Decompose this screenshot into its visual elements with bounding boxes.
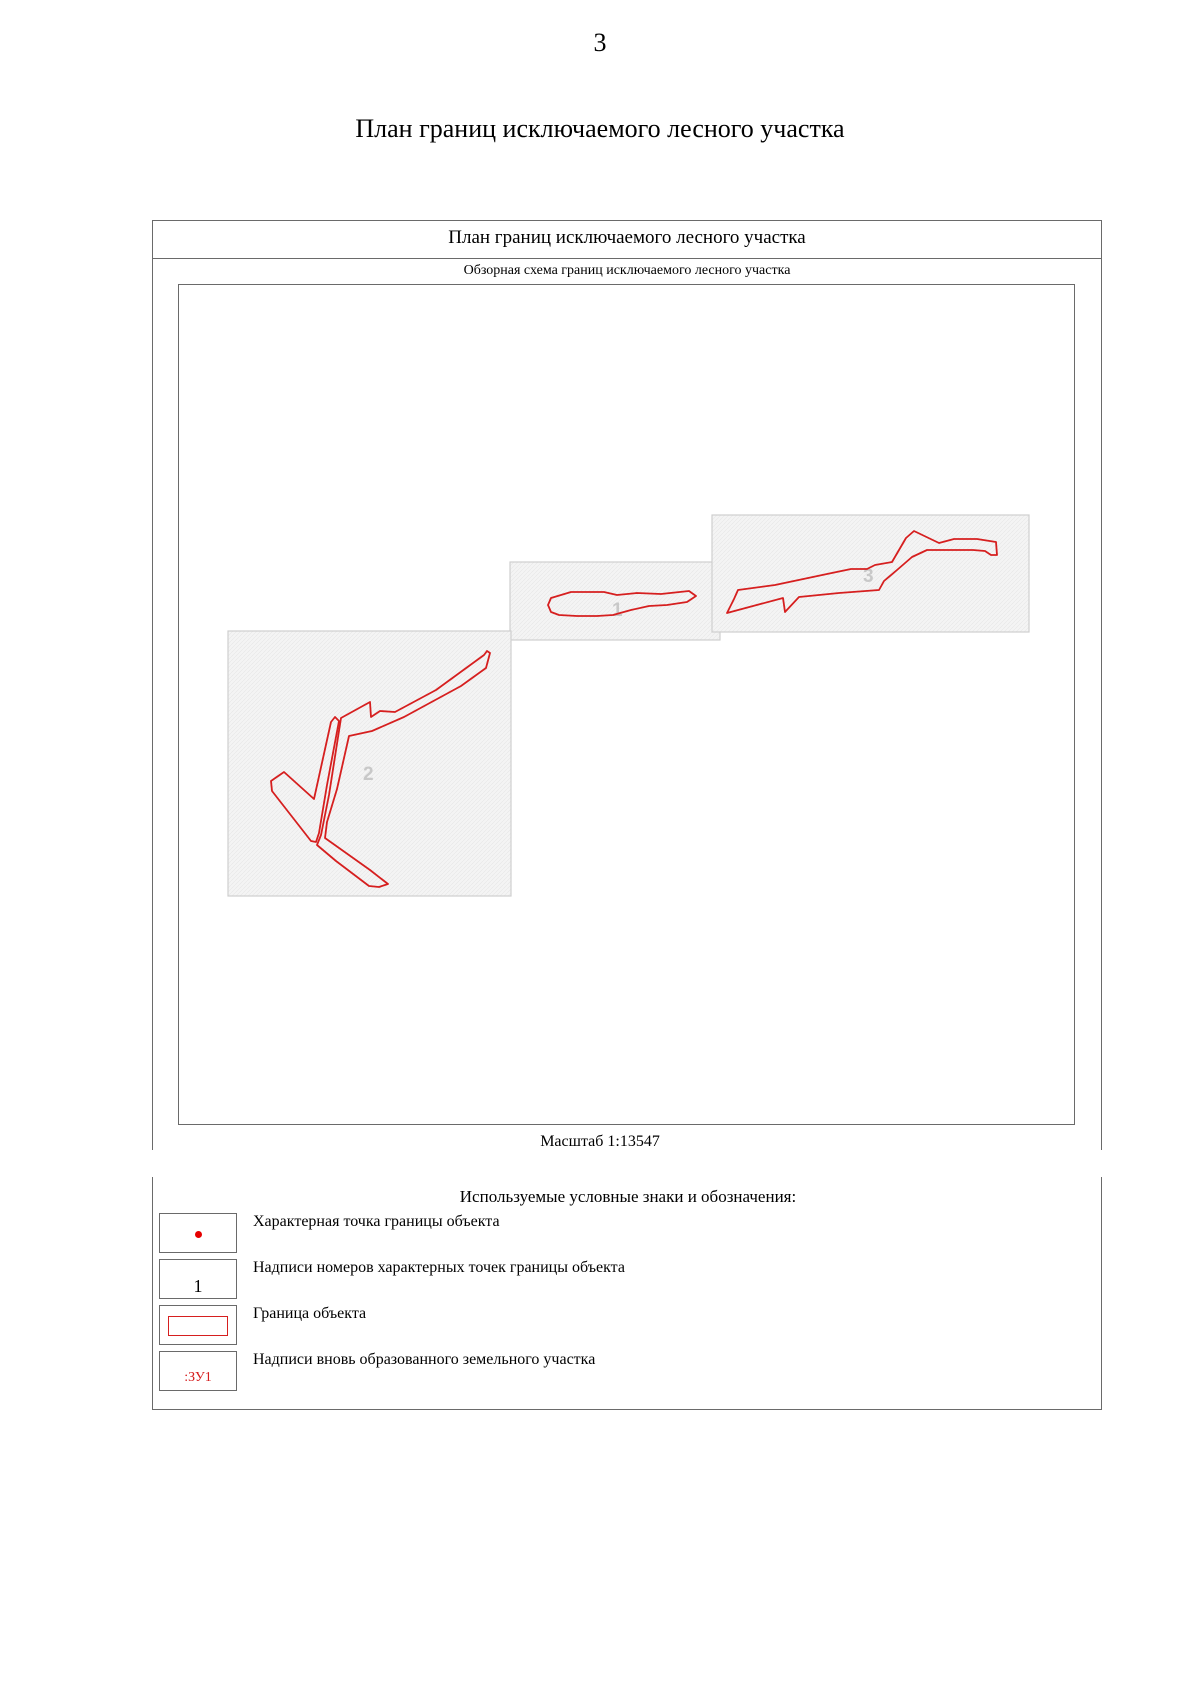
legend-symbol-box bbox=[159, 1213, 237, 1253]
map-canvas bbox=[179, 285, 1076, 1126]
legend-title: Используемые условные знаки и обозначения: bbox=[459, 1187, 797, 1206]
sheet-3-label: 3 bbox=[863, 566, 874, 587]
legend-item-label: Надписи номеров характерных точек границы объекта bbox=[253, 1259, 625, 1276]
sheet-1-label: 1 bbox=[612, 600, 623, 621]
sheet-2-label: 2 bbox=[363, 764, 374, 785]
parcel-label-symbol: :ЗУ1 bbox=[184, 1370, 212, 1385]
sheet-2 bbox=[228, 631, 511, 896]
boundary-rectangle-icon bbox=[168, 1316, 228, 1336]
scale-label: Масштаб 1:13547 bbox=[540, 1133, 660, 1150]
sheet-3 bbox=[712, 515, 1029, 632]
legend-symbol-box bbox=[159, 1259, 237, 1299]
boundary-point-icon bbox=[195, 1231, 202, 1238]
plan-title: План границ исключаемого лесного участка bbox=[153, 221, 1101, 259]
legend-symbol-box bbox=[159, 1351, 237, 1391]
legend-symbol-box bbox=[159, 1305, 237, 1345]
page-number: 3 bbox=[593, 28, 607, 57]
legend-item-label: Граница объекта bbox=[253, 1305, 367, 1322]
page-heading: План границ исключаемого лесного участка bbox=[355, 114, 845, 143]
legend-item-label: Надписи вновь образованного земельного участка bbox=[253, 1351, 596, 1368]
sheet-1 bbox=[510, 562, 720, 640]
scheme-title: Обзорная схема границ исключаемого лесного участка bbox=[463, 263, 791, 278]
legend bbox=[152, 1177, 1102, 1410]
overview-map bbox=[178, 284, 1075, 1125]
point-number-symbol: 1 bbox=[193, 1276, 203, 1296]
plan-frame bbox=[152, 220, 1102, 1150]
legend-item-label: Характерная точка границы объекта bbox=[253, 1213, 500, 1230]
